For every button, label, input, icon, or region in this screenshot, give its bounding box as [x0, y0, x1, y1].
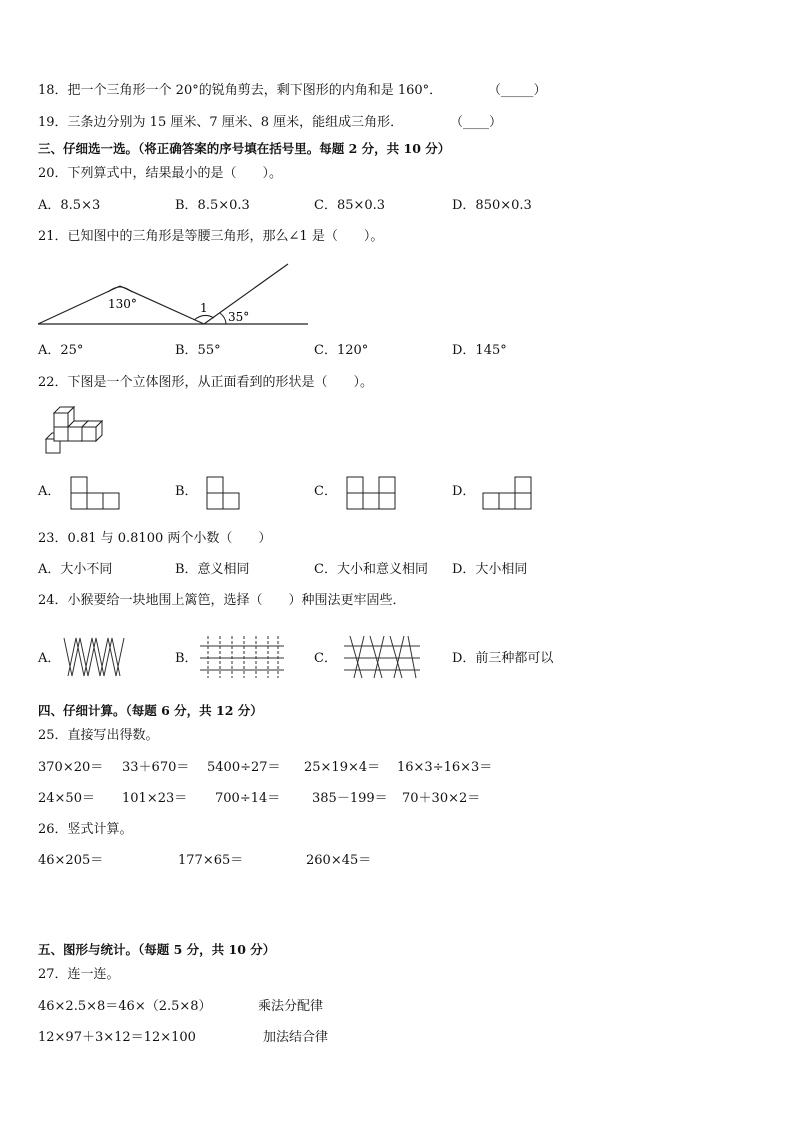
q22-option-c-label: C．	[314, 484, 337, 499]
question-25-text: 25．直接写出得数。	[38, 728, 159, 743]
q21-triangle-figure	[36, 258, 316, 330]
q20-option-d[interactable]: D．850×0.3	[452, 198, 532, 213]
question-19	[38, 115, 403, 131]
q25-row1-item-4: 25×19×4＝	[304, 760, 381, 775]
section-5-heading: 五、图形与统计。（每题 5 分，共 10 分）	[38, 942, 276, 957]
q25-row1-item-3: 5400÷27＝	[207, 760, 281, 775]
q24-option-c[interactable]	[314, 651, 337, 667]
q27-left-item-1[interactable]: 46×2.5×8＝46×（2.5×8）	[38, 999, 212, 1014]
question-19-text: 19．三条边分别为 15 厘米、7 厘米、8 厘米，能组成三角形．	[38, 115, 404, 130]
q22-option-a-label: A．	[38, 484, 61, 499]
q21-label-130: 130°	[108, 297, 137, 311]
q24-option-c-label: C．	[314, 651, 337, 666]
q22-option-c-shape[interactable]	[346, 476, 398, 510]
q23-option-d[interactable]: D．大小相同	[452, 562, 528, 577]
section-4-heading: 四、仔细计算。（每题 6 分，共 12 分）	[38, 703, 263, 718]
q27-right-item-2[interactable]: 加法结合律	[263, 1030, 329, 1045]
q24-option-a[interactable]	[38, 651, 60, 667]
q23-option-b[interactable]: B．意义相同	[175, 562, 250, 577]
q24-option-b-label: B．	[175, 651, 198, 666]
q25-row2-item-3: 700÷14＝	[215, 791, 281, 806]
q21-option-b[interactable]: B．55°	[175, 343, 221, 358]
q22-option-d-shape[interactable]	[482, 476, 534, 510]
q25-row2-item-2: 101×23＝	[122, 791, 188, 806]
q20-option-a[interactable]: A．8.5×3	[38, 198, 101, 213]
q20-option-c[interactable]: C．85×0.3	[314, 198, 386, 213]
section-3-heading: 三、仔细选一选。（将正确答案的序号填在括号里。每题 2 分，共 10 分）	[38, 141, 451, 156]
q22-option-b-shape[interactable]	[206, 476, 242, 510]
question-21-text: 21．已知图中的三角形是等腰三角形，那么∠1 是（ ）。	[38, 229, 384, 244]
q21-option-c[interactable]: C．120°	[314, 343, 369, 358]
q23-option-c[interactable]: C．大小和意义相同	[314, 562, 428, 577]
q24-option-b[interactable]	[175, 651, 198, 667]
question-23-text: 23．0.81 与 0.8100 两个小数（ ）	[38, 531, 272, 546]
q22-option-a[interactable]	[38, 484, 60, 500]
q24-option-b-fence[interactable]	[200, 634, 284, 680]
q21-option-d[interactable]: D．145°	[452, 343, 507, 358]
q26-item-2: 177×65＝	[178, 853, 244, 868]
question-22-text: 22．下图是一个立体图形，从正面看到的形状是（ ）。	[38, 375, 374, 390]
q27-left-item-2[interactable]: 12×97＋3×12＝12×100	[38, 1030, 196, 1045]
q25-row1-item-2: 33＋670＝	[122, 760, 190, 775]
q22-option-d-label: D．	[452, 484, 476, 499]
q24-option-a-fence[interactable]	[62, 634, 126, 680]
q22-option-d[interactable]	[452, 484, 475, 500]
q24-option-c-fence[interactable]	[344, 634, 420, 680]
q22-option-c[interactable]	[314, 484, 337, 500]
q25-row2-item-5: 70＋30×2＝	[402, 791, 481, 806]
q25-row1-item-5: 16×3÷16×3＝	[397, 760, 493, 775]
question-18-answer-blank[interactable]: （_____）	[488, 83, 547, 98]
q20-option-b[interactable]: B．8.5×0.3	[175, 198, 250, 213]
question-26-text: 26．竖式计算。	[38, 822, 133, 837]
question-19-answer-blank[interactable]: （____）	[450, 115, 503, 130]
question-20-text: 20．下列算式中，结果最小的是（ ）。	[38, 166, 283, 181]
q22-solid-figure	[44, 405, 110, 455]
q22-option-b-label: B．	[175, 484, 198, 499]
question-27-text: 27．连一连。	[38, 967, 120, 982]
q22-option-a-shape[interactable]	[70, 476, 122, 510]
q21-label-angle1: 1	[200, 301, 208, 315]
q27-right-item-1[interactable]: 乘法分配律	[258, 999, 324, 1014]
q21-option-a[interactable]: A．25°	[38, 343, 84, 358]
q25-row2-item-1: 24×50＝	[38, 791, 95, 806]
q25-row1-item-1: 370×20＝	[38, 760, 104, 775]
q22-option-b[interactable]	[175, 484, 198, 500]
q24-option-d[interactable]: D．前三种都可以	[452, 651, 554, 666]
q26-item-3: 260×45＝	[306, 853, 372, 868]
question-18-text: 18．把一个三角形一个 20°的锐角剪去，剩下图形的内角和是 160°．	[38, 83, 443, 98]
q26-item-1: 46×205＝	[38, 853, 104, 868]
q21-label-35: 35°	[228, 310, 250, 324]
q25-row2-item-4: 385－199＝	[312, 791, 388, 806]
q23-option-a[interactable]: A．大小不同	[38, 562, 113, 577]
question-24-text: 24．小猴要给一块地围上篱笆，选择（ ）种围法更牢固些．	[38, 593, 406, 608]
q24-option-a-label: A．	[38, 651, 61, 666]
question-18	[38, 83, 442, 99]
